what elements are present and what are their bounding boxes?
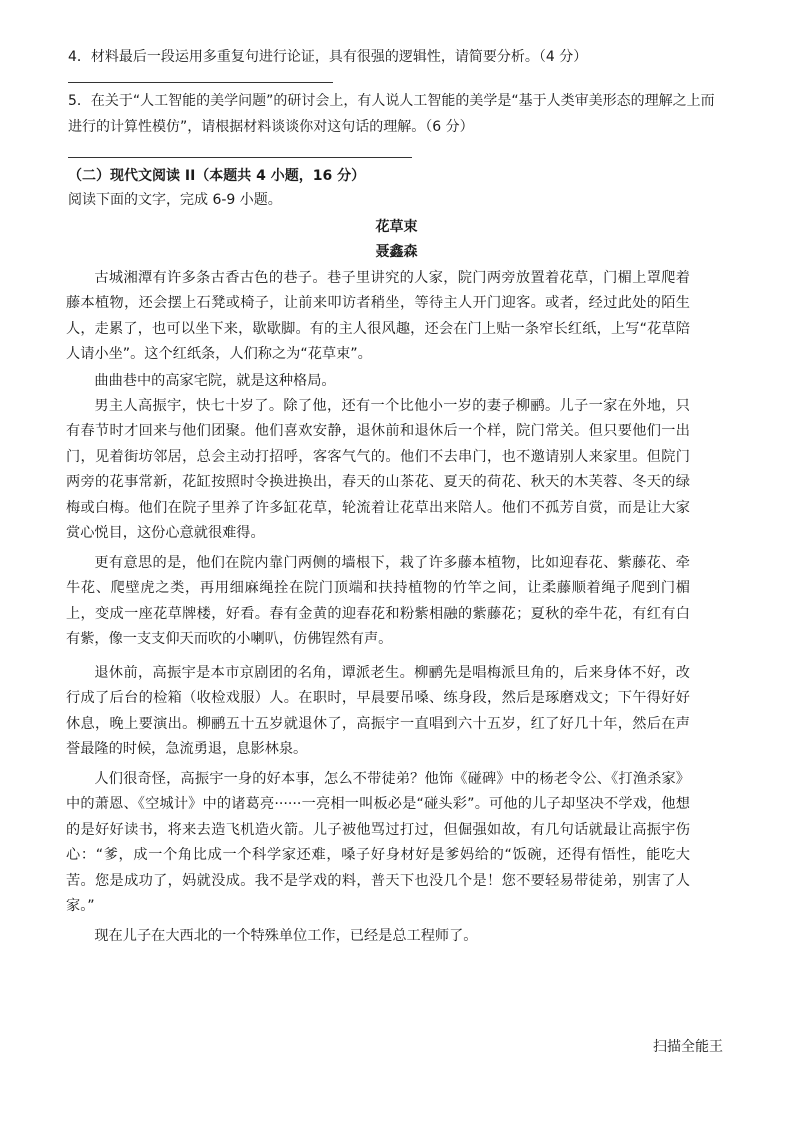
question-5: 5．在关于“人工智能的美学问题”的研讨会上，有人说人工智能的美学是“基于人类审美形态的理解之上而进行的计算性模仿”，请根据材料谈谈你对这句话的理解。（6 分） xyxy=(68,93,715,135)
article-paragraph: 现在儿子在大西北的一个特殊单位工作，已经是总工程师了。 xyxy=(94,928,478,944)
article-title: 花草束 xyxy=(375,219,418,235)
article-author: 聂鑫森 xyxy=(375,244,418,260)
answer-line-q5 xyxy=(68,157,412,158)
answer-line-q4 xyxy=(68,82,333,83)
article-paragraph: 古城湘潭有许多条古香古色的巷子。巷子里讲究的人家，院门两旁放置着花草，门楣上罩爬着藤本植物，还会摆上石凳或椅子，让前来叩访者稍坐，等待主人开门迎客。或者，经过此处的陌生人，走累了，也可以坐下来，歇歇脚。有的主人很风趣，还会在门上贴一条窄长红纸，上写“花草陪人请小坐”。这个红纸条，人们称之为“花草束”。 xyxy=(66,270,690,363)
scanner-watermark: 扫描全能王 xyxy=(653,1039,723,1055)
article-paragraph: 退休前，高振宇是本市京剧团的名角，谭派老生。柳鹂先是唱梅派旦角的，后来身体不好，改行成了后台的检箱（收检戏服）人。在职时，早晨要吊嗓、练身段，然后是琢磨戏文；下午得好好休息，晚上要演出。柳鹂五十五岁就退休了，高振宇一直唱到六十五岁，红了好几十年，然后在声誉最隆的时候，急流勇退，息影林泉。 xyxy=(66,665,690,758)
section-heading: （二）现代文阅读 II（本题共 4 小题，16 分） xyxy=(68,168,366,184)
article-paragraph: 男主人高振宇，快七十岁了。除了他，还有一个比他小一岁的妻子柳鹂。儿子一家在外地，只有春节时才回来与他们团聚。他们喜欢安静，退休前和退休后一个样，院门常关。但只要他们一出门，见着街坊邻居，总会主动打招呼，客客气气的。他们不去串门，也不邀请别人来家里。但院门两旁的花事常新，花缸按照时令换进换出，春天的山茶花、夏天的荷花、秋天的木芙蓉、冬天的绿梅或白梅。他们在院子里养了许多缸花草，轮流着让花草出来陪人。他们不孤芳自赏，而是让大家赏心悦目，这份心意就很难得。 xyxy=(66,398,690,542)
article-paragraph: 曲曲巷中的高家宅院，就是这种格局。 xyxy=(94,373,336,389)
section-instruction: 阅读下面的文字，完成 6-9 小题。 xyxy=(68,192,282,208)
article-paragraph: 人们很奇怪，高振宇一身的好本事，怎么不带徒弟？他饰《碰碑》中的杨老令公、《打渔杀家》中的萧恩、《空城计》中的诸葛亮······一亮相一叫板必是“碰头彩”。可他的儿子却坚决不学戏，他想的是好好读书，将来去造飞机造火箭。儿子被他骂过打过，但倔强如故，有几句话就最让高振宇伤心：“爹，成一个角比成一个科学家还难，嗓子好身材好是爹妈给的“饭碗，还得有悟性，能吃大苦。您是成功了，妈就没成。我不是学戏的料，普天下也没几个是！您不要轻易带徒弟，别害了人家。” xyxy=(66,771,690,915)
article-paragraph: 更有意思的是，他们在院内靠门两侧的墙根下，栽了许多藤本植物，比如迎春花、紫藤花、牵牛花、爬壁虎之类，再用细麻绳拴在院门顶端和扶持植物的竹竿之间，让柔藤顺着绳子爬到门楣上，变成一座花草牌楼，好看。春有金黄的迎春花和粉紫相融的紫藤花；夏秋的牵牛花，有红有白有紫，像一支支仰天而吹的小喇叭，仿佛锃然有声。 xyxy=(66,555,690,648)
question-4: 4．材料最后一段运用多重复句进行论证，具有很强的逻辑性，请简要分析。（4 分） xyxy=(68,49,588,65)
